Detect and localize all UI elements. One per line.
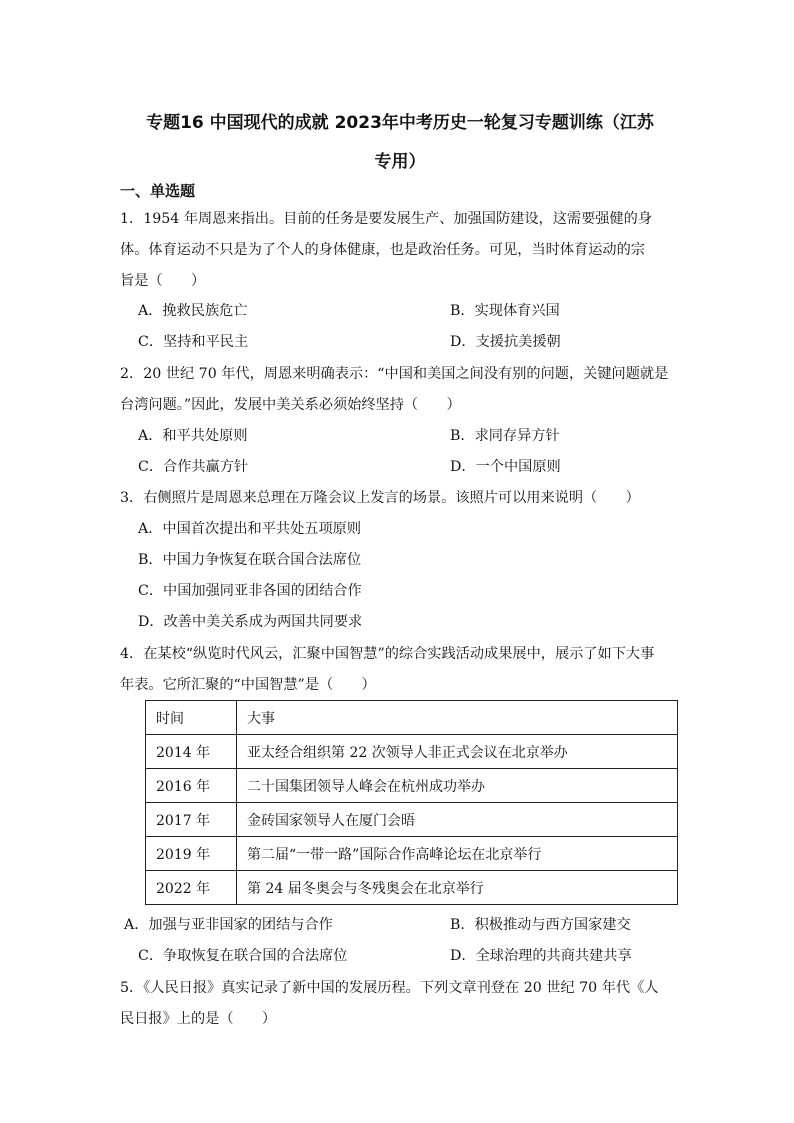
document-title-line-2: 专用） [374, 152, 426, 172]
table-row [146, 735, 678, 769]
question-4-option-b: B．积极推动与西方国家建交 [450, 917, 631, 933]
question-2-option-a: A．和平共处原则 [138, 428, 248, 444]
table-row [146, 803, 678, 837]
question-3-option-a: A．中国首次提出和平共处五项原则 [138, 521, 362, 537]
question-1-option-a: A．挽救民族危亡 [138, 303, 248, 319]
table-cell-year: 2016 年 [146, 769, 237, 803]
question-4-line-2: 年表。它所汇聚的“中国智慧”是（ ） [120, 677, 376, 693]
question-3-option-c: C．中国加强同亚非各国的团结合作 [138, 583, 362, 599]
table-header-row [146, 701, 678, 735]
question-2-line-2: 台湾问题。”因此，发展中美关系必须始终坚持（ ） [120, 397, 461, 413]
table-cell-year: 2014 年 [146, 735, 237, 769]
question-3-option-d: D．改善中美关系成为两国共同要求 [138, 614, 363, 630]
question-1-line-1: 1．1954 年周恩来指出。目前的任务是要发展生产、加强国防建设，这需要强健的身 [120, 211, 653, 227]
table-cell-year: 2019 年 [146, 837, 237, 871]
question-1-line-2: 体。体育运动不只是为了个人的身体健康，也是政治任务。可见，当时体育运动的宗 [120, 242, 645, 258]
table-cell-event: 第 24 届冬奥会与冬残奥会在北京举行 [237, 871, 678, 905]
table-cell-event: 第二届“一带一路”国际合作高峰论坛在北京举行 [237, 837, 678, 871]
question-4-option-d: D．全球治理的共商共建共享 [450, 948, 632, 964]
table-row [146, 837, 678, 871]
table-cell-event: 金砖国家领导人在厦门会晤 [237, 803, 678, 837]
question-2-option-c: C．合作共赢方针 [138, 459, 249, 475]
question-2-option-b: B．求同存异方针 [450, 428, 560, 444]
table-header-cell: 大事 [237, 701, 678, 735]
question-2-option-d: D．一个中国原则 [450, 459, 561, 475]
document-title-line-1: 专题16 中国现代的成就 2023年中考历史一轮复习专题训练（江苏 [146, 113, 654, 133]
table-cell-year: 2017 年 [146, 803, 237, 837]
question-1-option-b: B．实现体育兴国 [450, 303, 560, 319]
question-3-option-b: B．中国力争恢复在联合国合法席位 [138, 552, 362, 568]
table-cell-event: 二十国集团领导人峰会在杭州成功举办 [237, 769, 678, 803]
table-header-cell: 时间 [146, 701, 237, 735]
question-5-line-1: 5．《人民日报》真实记录了新中国的发展历程。下列文章刊登在 20 世纪 70 年代《人 [120, 980, 659, 996]
question-1-option-d: D．支援抗美援朝 [450, 334, 561, 350]
table-row [146, 769, 678, 803]
question-3-line-1: 3．右侧照片是周恩来总理在万隆会议上发言的场景。该照片可以用来说明（ ） [120, 490, 640, 506]
table-cell-year: 2022 年 [146, 871, 237, 905]
events-table [145, 700, 678, 905]
question-2-line-1: 2．20 世纪 70 年代，周恩来明确表示：“中国和美国之间没有别的问题，关键问题就是 [120, 366, 669, 382]
question-4-option-a: A．加强与亚非国家的团结与合作 [124, 917, 333, 933]
table-cell-event: 亚太经合组织第 22 次领导人非正式会议在北京举办 [237, 735, 678, 769]
question-4-option-c: C．争取恢复在联合国的合法席位 [138, 948, 348, 964]
question-4-line-1: 4．在某校“纵览时代风云，汇聚中国智慧”的综合实践活动成果展中，展示了如下大事 [120, 646, 655, 662]
question-1-option-c: C．坚持和平民主 [138, 334, 249, 350]
section-heading: 一、单选题 [120, 182, 196, 200]
question-1-line-3: 旨是（ ） [120, 273, 206, 289]
table-row [146, 871, 678, 905]
question-5-line-2: 民日报》上的是（ ） [120, 1011, 277, 1027]
